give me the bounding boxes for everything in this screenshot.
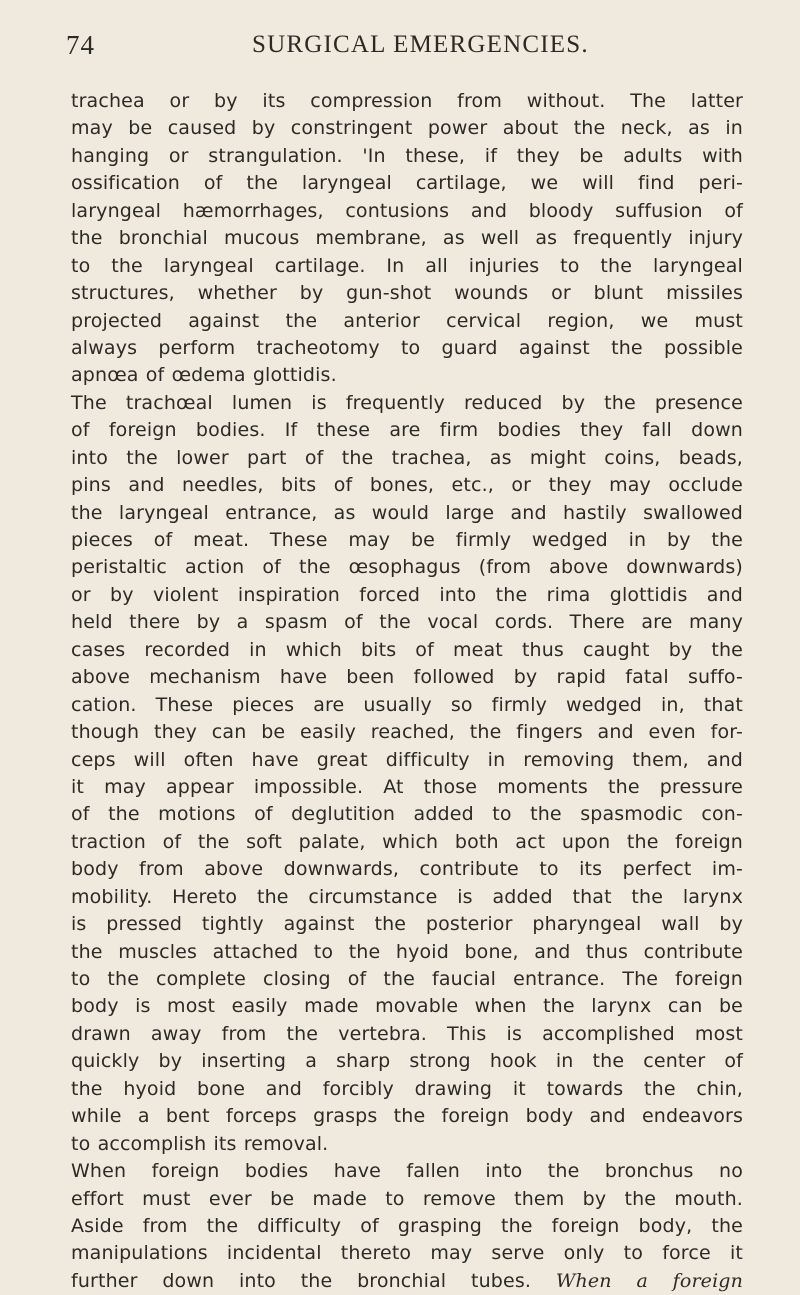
text-line: the bronchial mucous membrane, as well as frequently injury [71, 227, 743, 250]
text-line: effort must ever be made to remove them by the mouth. [71, 1187, 743, 1210]
text-line: into the lower part of the trachea, as might coins, beads, [71, 446, 743, 469]
text-line: quickly by inserting a sharp strong hook in the center of [71, 1050, 743, 1073]
text-line: structures, whether by gun-shot wounds or blunt missiles [71, 282, 743, 305]
text-line: though they can be easily reached, the fingers and even for- [71, 721, 743, 744]
text-line: the laryngeal entrance, as would large and hastily swallowed [71, 501, 743, 524]
body-text [71, 88, 743, 1295]
paragraph-start-line: When foreign bodies have fallen into the bronchus no [71, 1160, 743, 1183]
text-line: cation. These pieces are usually so firmly wedged in, that [71, 693, 743, 716]
final-line-roman: further down into the bronchial tubes. [71, 1269, 532, 1292]
paragraph-end-line: apnœa of œdema glottidis. [71, 364, 337, 387]
text-line: to the complete closing of the faucial entrance. The foreign [71, 968, 743, 990]
text-line: laryngeal hæmorrhages, contusions and bloody suffusion of [71, 199, 743, 222]
running-title: SURGICAL EMERGENCIES. [252, 31, 589, 58]
page-number: 74 [66, 30, 95, 60]
text-line: or by violent inspiration forced into the rima glottidis and [71, 583, 743, 606]
text-line: pieces of meat. These may be firmly wedged in by the [71, 529, 743, 551]
text-line: cases recorded in which bits of meat thus caught by the [71, 638, 743, 661]
text-line: is pressed tightly against the posterior pharyngeal wall by [71, 913, 743, 936]
text-line: Aside from the difficulty of grasping the foreign body, the [71, 1214, 743, 1237]
text-line: while a bent forceps grasps the foreign body and endeavors [71, 1105, 743, 1128]
text-line: drawn away from the vertebra. This is accomplished most [71, 1022, 743, 1045]
text-line: body is most easily made movable when the larynx can be [71, 995, 743, 1018]
final-line-italic: When a foreign [555, 1269, 743, 1292]
text-line: trachea or by its compression from without. The latter [71, 90, 743, 112]
paragraph-start-line: The trachœal lumen is frequently reduced by the presence [71, 391, 743, 414]
text-line: ceps will often have great difficulty in removing them, and [71, 748, 743, 771]
text-line: mobility. Hereto the circumstance is added that the larynx [71, 885, 743, 908]
text-line: body from above downwards, contribute to its perfect im- [71, 858, 743, 881]
text-line: projected against the anterior cervical region, we must [71, 309, 743, 332]
text-line: ossification of the laryngeal cartilage, we will find peri- [71, 172, 743, 195]
text-line: of the motions of deglutition added to the spasmodic con- [71, 803, 743, 826]
running-head [66, 30, 736, 70]
text-line: the hyoid bone and forcibly drawing it towards the chin, [71, 1077, 743, 1100]
text-line: it may appear impossible. At those moments the pressure [71, 775, 743, 798]
final-text-line [71, 1268, 743, 1295]
text-line: the muscles attached to the hyoid bone, and thus contribute [71, 940, 743, 963]
paragraph-end-line: to accomplish its removal. [71, 1132, 329, 1155]
text-line: to the laryngeal cartilage. In all injuries to the laryngeal [71, 254, 743, 277]
text-line: always perform tracheotomy to guard against the possible [71, 336, 743, 359]
text-line: traction of the soft palate, which both act upon the foreign [71, 830, 743, 853]
text-line: held there by a spasm of the vocal cords. There are many [71, 611, 743, 634]
text-line: above mechanism have been followed by rapid fatal suffo- [71, 666, 743, 689]
text-line: pins and needles, bits of bones, etc., or they may occlude [71, 474, 743, 497]
text-line: of foreign bodies. If these are firm bodies they fall down [71, 419, 743, 442]
text-line: may be caused by constringent power about the neck, as in [71, 117, 743, 140]
text-line: peristaltic action of the œsophagus (from above downwards) [71, 556, 743, 579]
text-line: hanging or strangulation. 'In these, if they be adults with [71, 144, 743, 167]
text-line: manipulations incidental thereto may serve only to force it [71, 1242, 743, 1265]
